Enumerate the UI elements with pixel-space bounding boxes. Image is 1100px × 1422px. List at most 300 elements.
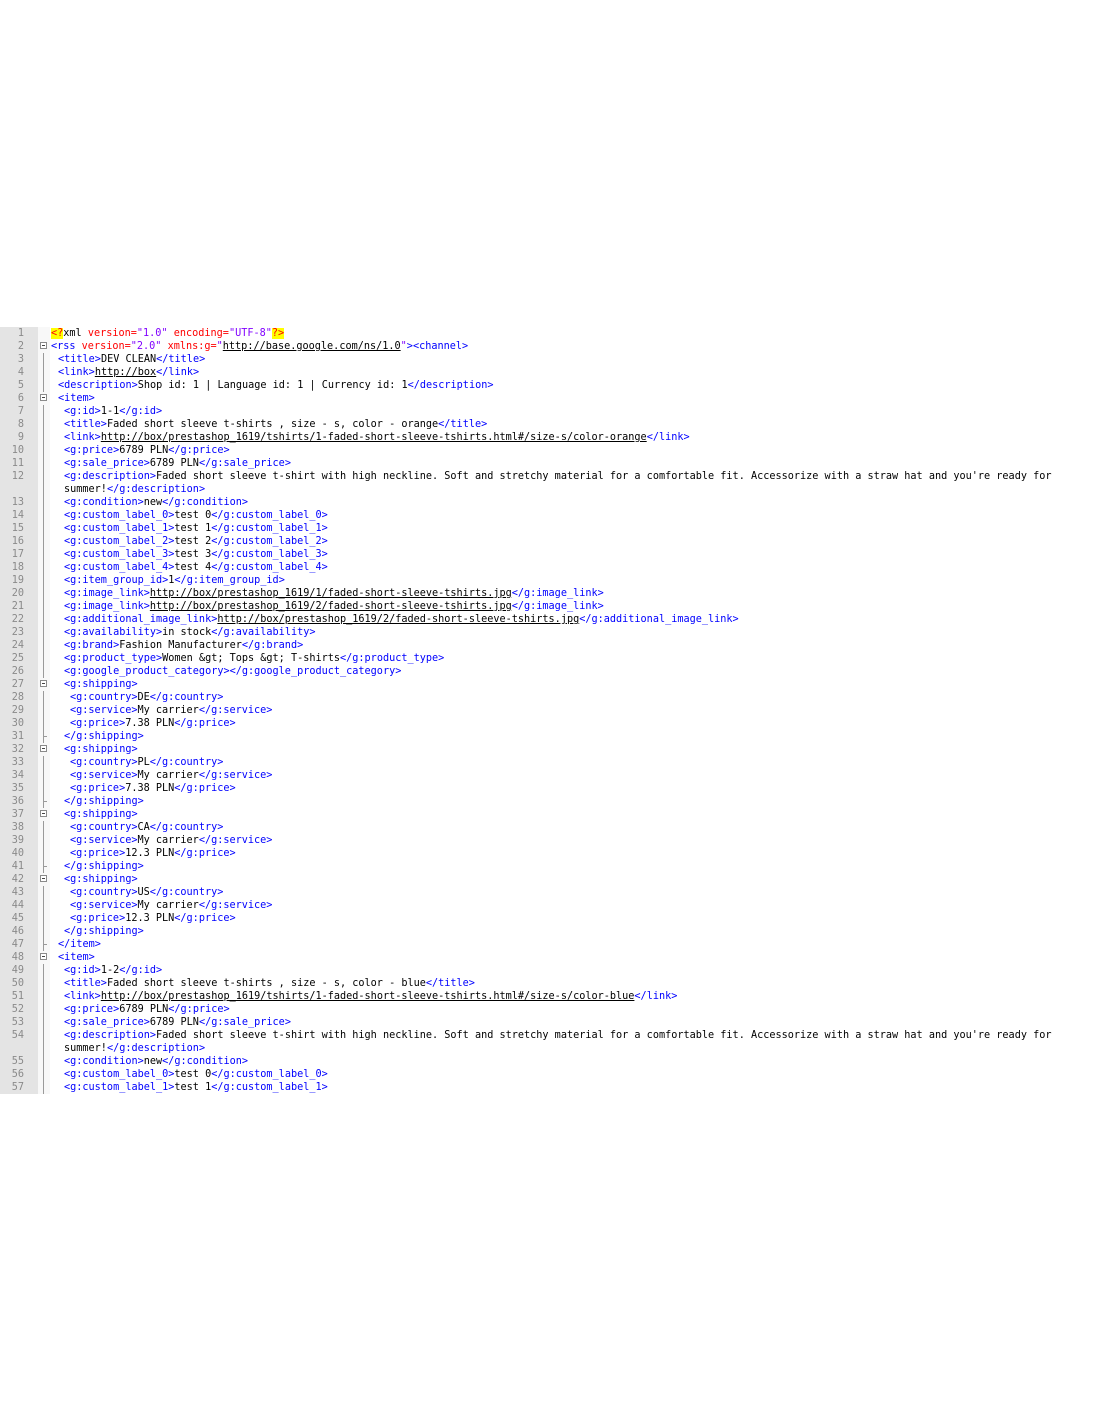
attribute-name: encoding — [173, 328, 223, 339]
code-line[interactable] — [0, 340, 1100, 353]
code-text[interactable] — [51, 496, 1088, 509]
line-number: 42 — [11, 874, 24, 885]
code-text[interactable] — [51, 327, 1088, 340]
code-text[interactable] — [51, 912, 1088, 925]
fold-guide-line — [43, 1003, 44, 1016]
code-text[interactable] — [51, 457, 1088, 470]
fold-guide-line — [43, 886, 44, 899]
fold-guide-line — [43, 1081, 44, 1094]
xml-tag: <g:price> — [70, 783, 126, 794]
line-number: 53 — [11, 1017, 24, 1028]
fold-guide-line — [43, 561, 44, 574]
code-text[interactable] — [51, 938, 1088, 951]
text-node: Faded short sleeve t-shirts , size - s, color - blue — [106, 978, 426, 989]
fold-collapse-icon[interactable] — [40, 953, 47, 960]
xml-tag: </g:shipping> — [64, 796, 144, 807]
code-line[interactable] — [0, 886, 1100, 899]
attribute-name: xmlns:g — [167, 341, 211, 352]
text-node: 12.3 PLN — [125, 848, 175, 859]
attribute-value: " — [216, 341, 223, 352]
line-number: 25 — [11, 653, 24, 664]
line-number: 3 — [17, 354, 24, 365]
fold-collapse-icon[interactable] — [40, 342, 47, 349]
text-node: 1 — [168, 575, 175, 586]
line-number: 45 — [11, 913, 24, 924]
code-line[interactable] — [0, 626, 1100, 639]
text-node: test 3 — [174, 549, 212, 560]
xml-tag: <link> — [58, 367, 95, 378]
xml-tag: </g:sale_price> — [198, 458, 291, 469]
code-text[interactable] — [51, 652, 1088, 665]
text-node: Faded short sleeve t-shirt with high neckline. Soft and stretchy material for a comfortable fit. Accessorize with a straw hat and you're ready for summer! — [64, 1030, 1052, 1054]
xml-tag: </g:custom_label_0> — [211, 510, 328, 521]
code-text[interactable] — [51, 613, 1088, 626]
line-number: 38 — [11, 822, 24, 833]
code-text[interactable] — [51, 431, 1088, 444]
code-text[interactable] — [51, 470, 1088, 496]
text-node: 6789 PLN — [149, 1017, 199, 1028]
xml-tag: <g:description> — [64, 1030, 157, 1041]
fold-guide-line — [43, 613, 44, 626]
line-number: 29 — [11, 705, 24, 716]
processing-instruction: ?> — [271, 328, 285, 339]
text-node: test 2 — [174, 536, 212, 547]
code-line[interactable] — [0, 1016, 1100, 1029]
code-line[interactable] — [0, 561, 1100, 574]
text-node: 12.3 PLN — [125, 913, 175, 924]
fold-guide-line — [43, 990, 44, 1003]
fold-guide-line — [43, 756, 44, 769]
xml-tag: <channel> — [412, 341, 469, 352]
fold-guide-line — [43, 587, 44, 600]
line-number: 1 — [17, 328, 24, 339]
fold-guide-line — [43, 600, 44, 613]
text-node: 6789 PLN — [149, 458, 199, 469]
line-number: 15 — [11, 523, 24, 534]
code-line[interactable] — [0, 795, 1100, 808]
fold-guide-line — [43, 548, 44, 561]
code-text[interactable] — [51, 1003, 1088, 1016]
line-number: 8 — [17, 419, 24, 430]
attribute-value: "2.0" — [130, 341, 162, 352]
fold-guide-line — [43, 626, 44, 639]
code-line[interactable] — [0, 899, 1100, 912]
text-node: test 1 — [174, 523, 212, 534]
line-number: 48 — [11, 952, 24, 963]
line-number: 6 — [17, 393, 24, 404]
line-number: 4 — [17, 367, 24, 378]
code-text[interactable] — [51, 899, 1088, 912]
fold-guide-line — [43, 1055, 44, 1068]
code-text[interactable] — [51, 886, 1088, 899]
text-node: My carrier — [137, 900, 199, 911]
line-number: 54 — [11, 1030, 24, 1041]
line-number: 21 — [11, 601, 24, 612]
code-text[interactable] — [51, 691, 1088, 704]
xml-tag: <g:id> — [64, 965, 101, 976]
code-line[interactable] — [0, 847, 1100, 860]
xml-tag: <g:service> — [70, 770, 138, 781]
url-link[interactable]: http://box/prestashop_1619/2/faded-short-sleeve-tshirts.jpg — [217, 614, 580, 625]
fold-guide-line — [43, 1068, 44, 1081]
fold-guide-line — [43, 431, 44, 444]
code-line[interactable] — [0, 704, 1100, 717]
fold-guide-line — [43, 418, 44, 431]
line-number: 19 — [11, 575, 24, 586]
code-line[interactable] — [0, 977, 1100, 990]
code-text[interactable] — [51, 444, 1088, 457]
xml-tag: <description> — [58, 380, 138, 391]
code-line[interactable] — [0, 964, 1100, 977]
code-text[interactable] — [51, 340, 1088, 353]
code-line[interactable] — [0, 938, 1100, 951]
code-text[interactable] — [51, 665, 1088, 678]
line-number: 2 — [17, 341, 24, 352]
xml-tag: <g:custom_label_0> — [64, 510, 175, 521]
code-line[interactable] — [0, 1081, 1100, 1094]
fold-guide-line — [43, 405, 44, 418]
line-number: 9 — [17, 432, 24, 443]
code-line[interactable] — [0, 665, 1100, 678]
fold-guide-line — [43, 691, 44, 704]
code-line[interactable] — [0, 366, 1100, 379]
code-text[interactable] — [51, 1081, 1088, 1094]
xml-tag: <g:custom_label_3> — [64, 549, 175, 560]
fold-guide-line — [43, 717, 44, 730]
code-line[interactable] — [0, 808, 1100, 821]
xml-tag: <g:shipping> — [64, 809, 138, 820]
processing-instruction: <? — [51, 328, 64, 339]
text-node: 7.38 PLN — [125, 718, 175, 729]
fold-guide-line — [43, 366, 44, 379]
code-line[interactable] — [0, 470, 1100, 496]
fold-guide-line — [43, 1016, 44, 1029]
xml-tag: </g:price> — [174, 848, 236, 859]
xml-tag: <g:country> — [70, 822, 138, 833]
xml-tag: </g:image_link> — [511, 588, 604, 599]
text-node: PL — [137, 757, 150, 768]
code-line[interactable] — [0, 613, 1100, 626]
xml-tag: </g:shipping> — [64, 926, 144, 937]
code-text[interactable] — [51, 847, 1088, 860]
line-number: 27 — [11, 679, 24, 690]
code-text[interactable] — [51, 717, 1088, 730]
text-node: Women &gt; Tops &gt; T-shirts — [162, 653, 341, 664]
text-node: new — [143, 1056, 163, 1067]
xml-tag: </g:price> — [174, 718, 236, 729]
xml-tag: <g:shipping> — [64, 679, 138, 690]
xml-tag: <g:shipping> — [64, 744, 138, 755]
xml-tag: <g:item_group_id> — [64, 575, 169, 586]
line-number: 26 — [11, 666, 24, 677]
line-number: 32 — [11, 744, 24, 755]
code-line[interactable] — [0, 691, 1100, 704]
code-text[interactable] — [51, 1016, 1088, 1029]
code-text[interactable] — [51, 730, 1088, 743]
fold-collapse-icon[interactable] — [40, 745, 47, 752]
code-text[interactable] — [51, 821, 1088, 834]
xml-tag: <item> — [58, 393, 95, 404]
code-line[interactable] — [0, 327, 1100, 340]
code-text[interactable] — [51, 639, 1088, 652]
code-text[interactable] — [51, 678, 1088, 691]
code-line[interactable] — [0, 756, 1100, 769]
fold-guide-line — [43, 353, 44, 366]
code-line[interactable] — [0, 925, 1100, 938]
line-number: 10 — [11, 445, 24, 456]
code-text[interactable] — [51, 834, 1088, 847]
fold-guide-line — [43, 925, 44, 938]
text-node: CA — [137, 822, 150, 833]
code-text[interactable] — [51, 405, 1088, 418]
fold-end-marker — [43, 860, 44, 873]
url-link[interactable]: http://box/prestashop_1619/tshirts/1-faded-short-sleeve-tshirts.html#/size-s/color-blue — [100, 991, 635, 1002]
attribute-value: "UTF-8" — [228, 328, 272, 339]
attribute-value: " — [400, 341, 407, 352]
code-line[interactable] — [0, 457, 1100, 470]
xml-tag: <g:condition> — [64, 1056, 144, 1067]
code-text[interactable] — [51, 964, 1088, 977]
line-number: 40 — [11, 848, 24, 859]
code-text[interactable] — [51, 626, 1088, 639]
code-text[interactable] — [51, 561, 1088, 574]
text-node: 1-2 — [100, 965, 120, 976]
line-number: 5 — [17, 380, 24, 391]
text-node: test 4 — [174, 562, 212, 573]
code-line[interactable] — [0, 990, 1100, 1003]
xml-tag: </g:item_group_id> — [174, 575, 285, 586]
text-node: new — [143, 497, 163, 508]
text-node: My carrier — [137, 770, 199, 781]
xml-tag: </g:sale_price> — [198, 1017, 291, 1028]
code-text[interactable] — [51, 756, 1088, 769]
xml-tag: </g:image_link> — [511, 601, 604, 612]
xml-tag: </g:service> — [198, 770, 273, 781]
xml-tag: <g:image_link> — [64, 588, 150, 599]
code-line[interactable] — [0, 379, 1100, 392]
code-line[interactable] — [0, 353, 1100, 366]
code-line[interactable] — [0, 782, 1100, 795]
line-number: 17 — [11, 549, 24, 560]
fold-collapse-icon[interactable] — [40, 394, 47, 401]
xml-tag: </g:custom_label_3> — [211, 549, 328, 560]
code-line[interactable] — [0, 431, 1100, 444]
fold-guide-line — [43, 769, 44, 782]
code-text[interactable] — [51, 1029, 1088, 1055]
code-text[interactable] — [51, 353, 1088, 366]
code-line[interactable] — [0, 1003, 1100, 1016]
code-line[interactable] — [0, 743, 1100, 756]
text-node: Shop id: 1 | Language id: 1 | Currency id: 1 — [137, 380, 408, 391]
xml-tag: > — [406, 341, 413, 352]
code-line[interactable] — [0, 873, 1100, 886]
fold-guide-line — [43, 847, 44, 860]
url-link[interactable]: http://box/prestashop_1619/2/faded-short-sleeve-tshirts.jpg — [149, 601, 512, 612]
code-line[interactable] — [0, 717, 1100, 730]
code-line[interactable] — [0, 587, 1100, 600]
xml-tag: </g:service> — [198, 705, 273, 716]
fold-guide-line — [43, 444, 44, 457]
code-text[interactable] — [51, 600, 1088, 613]
code-line[interactable] — [0, 769, 1100, 782]
line-number: 51 — [11, 991, 24, 1002]
text-node: test 0 — [174, 510, 212, 521]
code-line[interactable] — [0, 418, 1100, 431]
xml-tag: <g:service> — [70, 705, 138, 716]
code-line[interactable] — [0, 535, 1100, 548]
fold-collapse-icon[interactable] — [40, 680, 47, 687]
xml-tag: </g:brand> — [241, 640, 304, 651]
code-text[interactable] — [51, 509, 1088, 522]
line-number: 33 — [11, 757, 24, 768]
xml-tag: </g:service> — [198, 900, 273, 911]
attribute-name: version — [81, 341, 125, 352]
code-line[interactable] — [0, 496, 1100, 509]
xml-tag: <g:sale_price> — [64, 458, 150, 469]
code-line[interactable] — [0, 912, 1100, 925]
code-text[interactable] — [51, 782, 1088, 795]
code-text[interactable] — [51, 366, 1088, 379]
url-link[interactable]: http://box — [94, 367, 157, 378]
code-text[interactable] — [51, 392, 1088, 405]
fold-guide-line — [43, 704, 44, 717]
attribute-name: = — [130, 328, 137, 339]
url-link[interactable]: http://box/prestashop_1619/tshirts/1-faded-short-sleeve-tshirts.html#/size-s/color-orange — [100, 432, 647, 443]
code-text[interactable] — [51, 795, 1088, 808]
xml-tag: </g:price> — [174, 913, 236, 924]
fold-guide-line — [43, 821, 44, 834]
text-node: US — [137, 887, 150, 898]
xml-tag: </g:custom_label_1> — [211, 523, 328, 534]
fold-guide-line — [43, 639, 44, 652]
code-line[interactable] — [0, 1055, 1100, 1068]
code-text[interactable] — [51, 418, 1088, 431]
xml-tag: <g:price> — [70, 913, 126, 924]
code-line[interactable] — [0, 600, 1100, 613]
fold-collapse-icon[interactable] — [40, 810, 47, 817]
line-number: 46 — [11, 926, 24, 937]
code-line[interactable] — [0, 392, 1100, 405]
fold-collapse-icon[interactable] — [40, 875, 47, 882]
xml-tag: <g:additional_image_link> — [64, 614, 218, 625]
line-number: 18 — [11, 562, 24, 573]
text-node: My carrier — [137, 835, 199, 846]
code-text[interactable] — [51, 704, 1088, 717]
xml-tag: <g:brand> — [64, 640, 120, 651]
fold-guide-line — [43, 522, 44, 535]
text-node: My carrier — [137, 705, 199, 716]
xml-tag: </g:google_product_category> — [229, 666, 402, 677]
code-line[interactable] — [0, 522, 1100, 535]
fold-guide-line — [43, 977, 44, 990]
fold-guide-line — [43, 652, 44, 665]
code-line[interactable] — [0, 860, 1100, 873]
code-line[interactable] — [0, 509, 1100, 522]
xml-tag: </g:custom_label_4> — [211, 562, 328, 573]
attribute-name: version — [87, 328, 131, 339]
code-text[interactable] — [51, 379, 1088, 392]
code-line[interactable] — [0, 1068, 1100, 1081]
code-line[interactable] — [0, 821, 1100, 834]
xml-tag: </g:description> — [106, 484, 206, 495]
code-text[interactable] — [51, 574, 1088, 587]
attribute-name: = — [222, 328, 229, 339]
xml-tag: </g:availability> — [211, 627, 316, 638]
code-line[interactable] — [0, 652, 1100, 665]
xml-tag: <g:price> — [70, 848, 126, 859]
xml-tag: </g:condition> — [162, 1056, 249, 1067]
xml-tag: <g:description> — [64, 471, 157, 482]
code-text[interactable] — [51, 1055, 1088, 1068]
code-text[interactable] — [51, 548, 1088, 561]
line-number: 24 — [11, 640, 24, 651]
xml-tag: <g:price> — [64, 1004, 120, 1015]
fold-guide-line — [43, 834, 44, 847]
xml-tag: </g:service> — [198, 835, 273, 846]
xml-tag: <g:google_product_category> — [64, 666, 230, 677]
code-text[interactable] — [51, 990, 1088, 1003]
line-number: 13 — [11, 497, 24, 508]
code-text[interactable] — [51, 522, 1088, 535]
code-line[interactable] — [0, 574, 1100, 587]
code-text[interactable] — [51, 769, 1088, 782]
xml-tag: <g:service> — [70, 835, 138, 846]
url-link[interactable]: http://base.google.com/ns/1.0 — [222, 341, 401, 352]
code-text[interactable] — [51, 535, 1088, 548]
line-number: 16 — [11, 536, 24, 547]
url-link[interactable]: http://box/prestashop_1619/1/faded-short-sleeve-tshirts.jpg — [149, 588, 512, 599]
fold-end-marker — [43, 795, 44, 808]
code-line[interactable] — [0, 1029, 1100, 1055]
code-line[interactable] — [0, 730, 1100, 743]
code-text[interactable] — [51, 587, 1088, 600]
text-node: 6789 PLN — [119, 1004, 169, 1015]
code-text[interactable] — [51, 808, 1088, 821]
xml-tag: </g:id> — [119, 965, 163, 976]
text-node: 6789 PLN — [119, 445, 169, 456]
xml-tag: </g:additional_image_link> — [579, 614, 739, 625]
code-line[interactable] — [0, 444, 1100, 457]
fold-end-marker — [43, 938, 44, 951]
xml-tag: <title> — [58, 354, 101, 365]
code-text[interactable] — [51, 1068, 1088, 1081]
xml-tag: </g:description> — [106, 1043, 206, 1054]
code-line[interactable] — [0, 678, 1100, 691]
text-node: xml — [63, 328, 88, 339]
xml-editor[interactable] — [0, 327, 1100, 1094]
xml-tag: </g:custom_label_2> — [211, 536, 328, 547]
xml-tag: <g:availability> — [64, 627, 163, 638]
code-text[interactable] — [51, 951, 1088, 964]
code-line[interactable] — [0, 405, 1100, 418]
fold-guide-line — [43, 535, 44, 548]
code-line[interactable] — [0, 548, 1100, 561]
code-text[interactable] — [51, 925, 1088, 938]
xml-tag: </g:product_type> — [340, 653, 445, 664]
attribute-name: = — [210, 341, 217, 352]
text-node: DEV CLEAN — [100, 354, 157, 365]
xml-tag: <g:condition> — [64, 497, 144, 508]
code-line[interactable] — [0, 951, 1100, 964]
code-line[interactable] — [0, 834, 1100, 847]
code-line[interactable] — [0, 639, 1100, 652]
code-text[interactable] — [51, 977, 1088, 990]
code-text[interactable] — [51, 860, 1088, 873]
code-text[interactable] — [51, 873, 1088, 886]
xml-tag: <g:sale_price> — [64, 1017, 150, 1028]
line-number: 47 — [11, 939, 24, 950]
code-text[interactable] — [51, 743, 1088, 756]
